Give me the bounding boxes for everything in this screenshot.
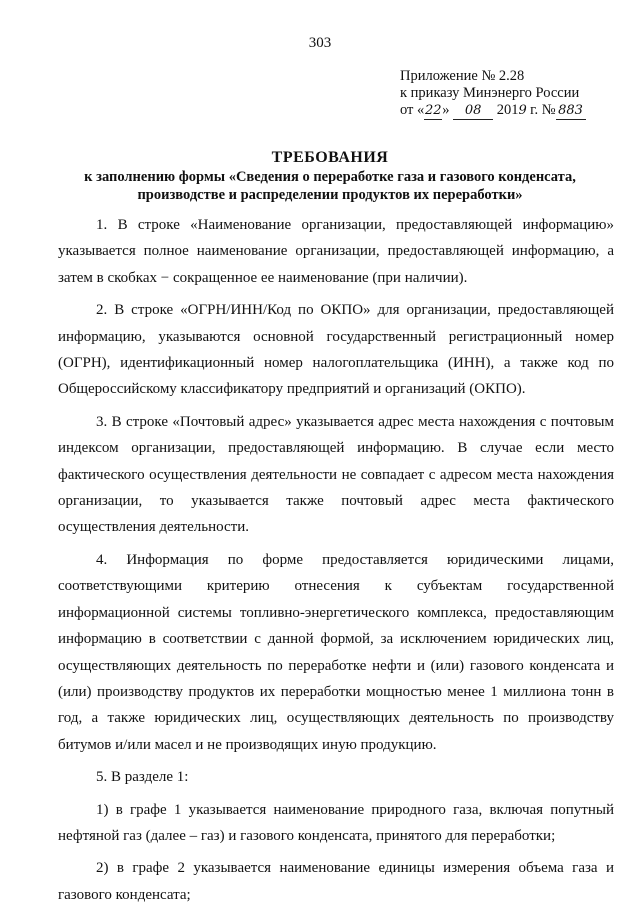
paragraph-4: 4. Информация по форме предоставляется юридическими лицами, соответствующими критерию отнесения к субъектам государственной информационной системы топливно-энергетического комплекса, предоставляющим информацию в соответствии с данной формой, за исключением юридических лиц, осуществляющих деятельность по переработке нефти и (или) газового конденсата и (или) производству продуктов их переработки мощностью менее 1 миллиона тонн в год, а также юридических лиц, осуществляющих деятельность по производству битумов и/или масел и не производящих иную продукцию.: [58, 551, 614, 753]
paragraph-1: 1. В строке «Наименование организации, предоставляющей информацию» указывается полное наименование организации, предоставляющей информацию, а затем в скобках − сокращенное ее наименование (при наличии).: [58, 217, 614, 286]
paragraph-5-item-1: 1) в графе 1 указывается наименование природного газа, включая попутный нефтяной газ (далее – газ) и газового конденсата, принятого для переработки;: [58, 801, 614, 844]
handwritten-day: 22: [425, 103, 442, 118]
page-number: 303: [308, 35, 332, 51]
handwritten-order-number: 883: [556, 102, 586, 120]
paragraph-2: 2. В строке «ОГРН/ИНН/Код по ОКПО» для организации, предоставляющей информацию, указываются основной государственный регистрационный номер (ОГРН), идентификационный номер налогоплательщика (ИНН), а также код по Общероссийскому классификатору предприятий и организаций (ОКПО).: [58, 302, 614, 398]
appendix-date-line: [400, 102, 630, 120]
appendix-title: Приложение № 2.28: [400, 68, 525, 84]
date-mid: »: [442, 102, 450, 118]
handwritten-month: 08: [453, 102, 493, 120]
paragraph-3: 3. В строке «Почтовый адрес» указывается адрес места нахождения с почтовым индексом организации, предоставляющей информацию. В случае если место фактического осуществления деятельности не совпадает с адресом места нахождения организации, то указывается также почтовый адрес места фактического осуществления деятельности.: [58, 413, 614, 536]
subtitle-line-2: производстве и распределении продуктов их переработки»: [137, 187, 523, 203]
title-block: [40, 148, 620, 204]
appendix-header: [400, 68, 630, 120]
appendix-order: к приказу Минэнерго России: [400, 85, 580, 101]
document-title: ТРЕБОВАНИЯ: [271, 149, 389, 166]
paragraph-5: 5. В разделе 1:: [96, 769, 189, 786]
subtitle-line-1: к заполнению формы «Сведения о переработке газа и газового конденсата,: [84, 169, 576, 185]
order-number-label: г. №: [530, 102, 556, 118]
paragraph-5-item-2: 2) в графе 2 указывается наименование единицы измерения объема газа и газового конденсата;: [58, 860, 614, 903]
date-prefix: от «: [400, 102, 425, 118]
year-prefix: 201: [496, 102, 519, 118]
handwritten-year-digit: 9: [518, 103, 527, 118]
document-body: [58, 212, 614, 914]
